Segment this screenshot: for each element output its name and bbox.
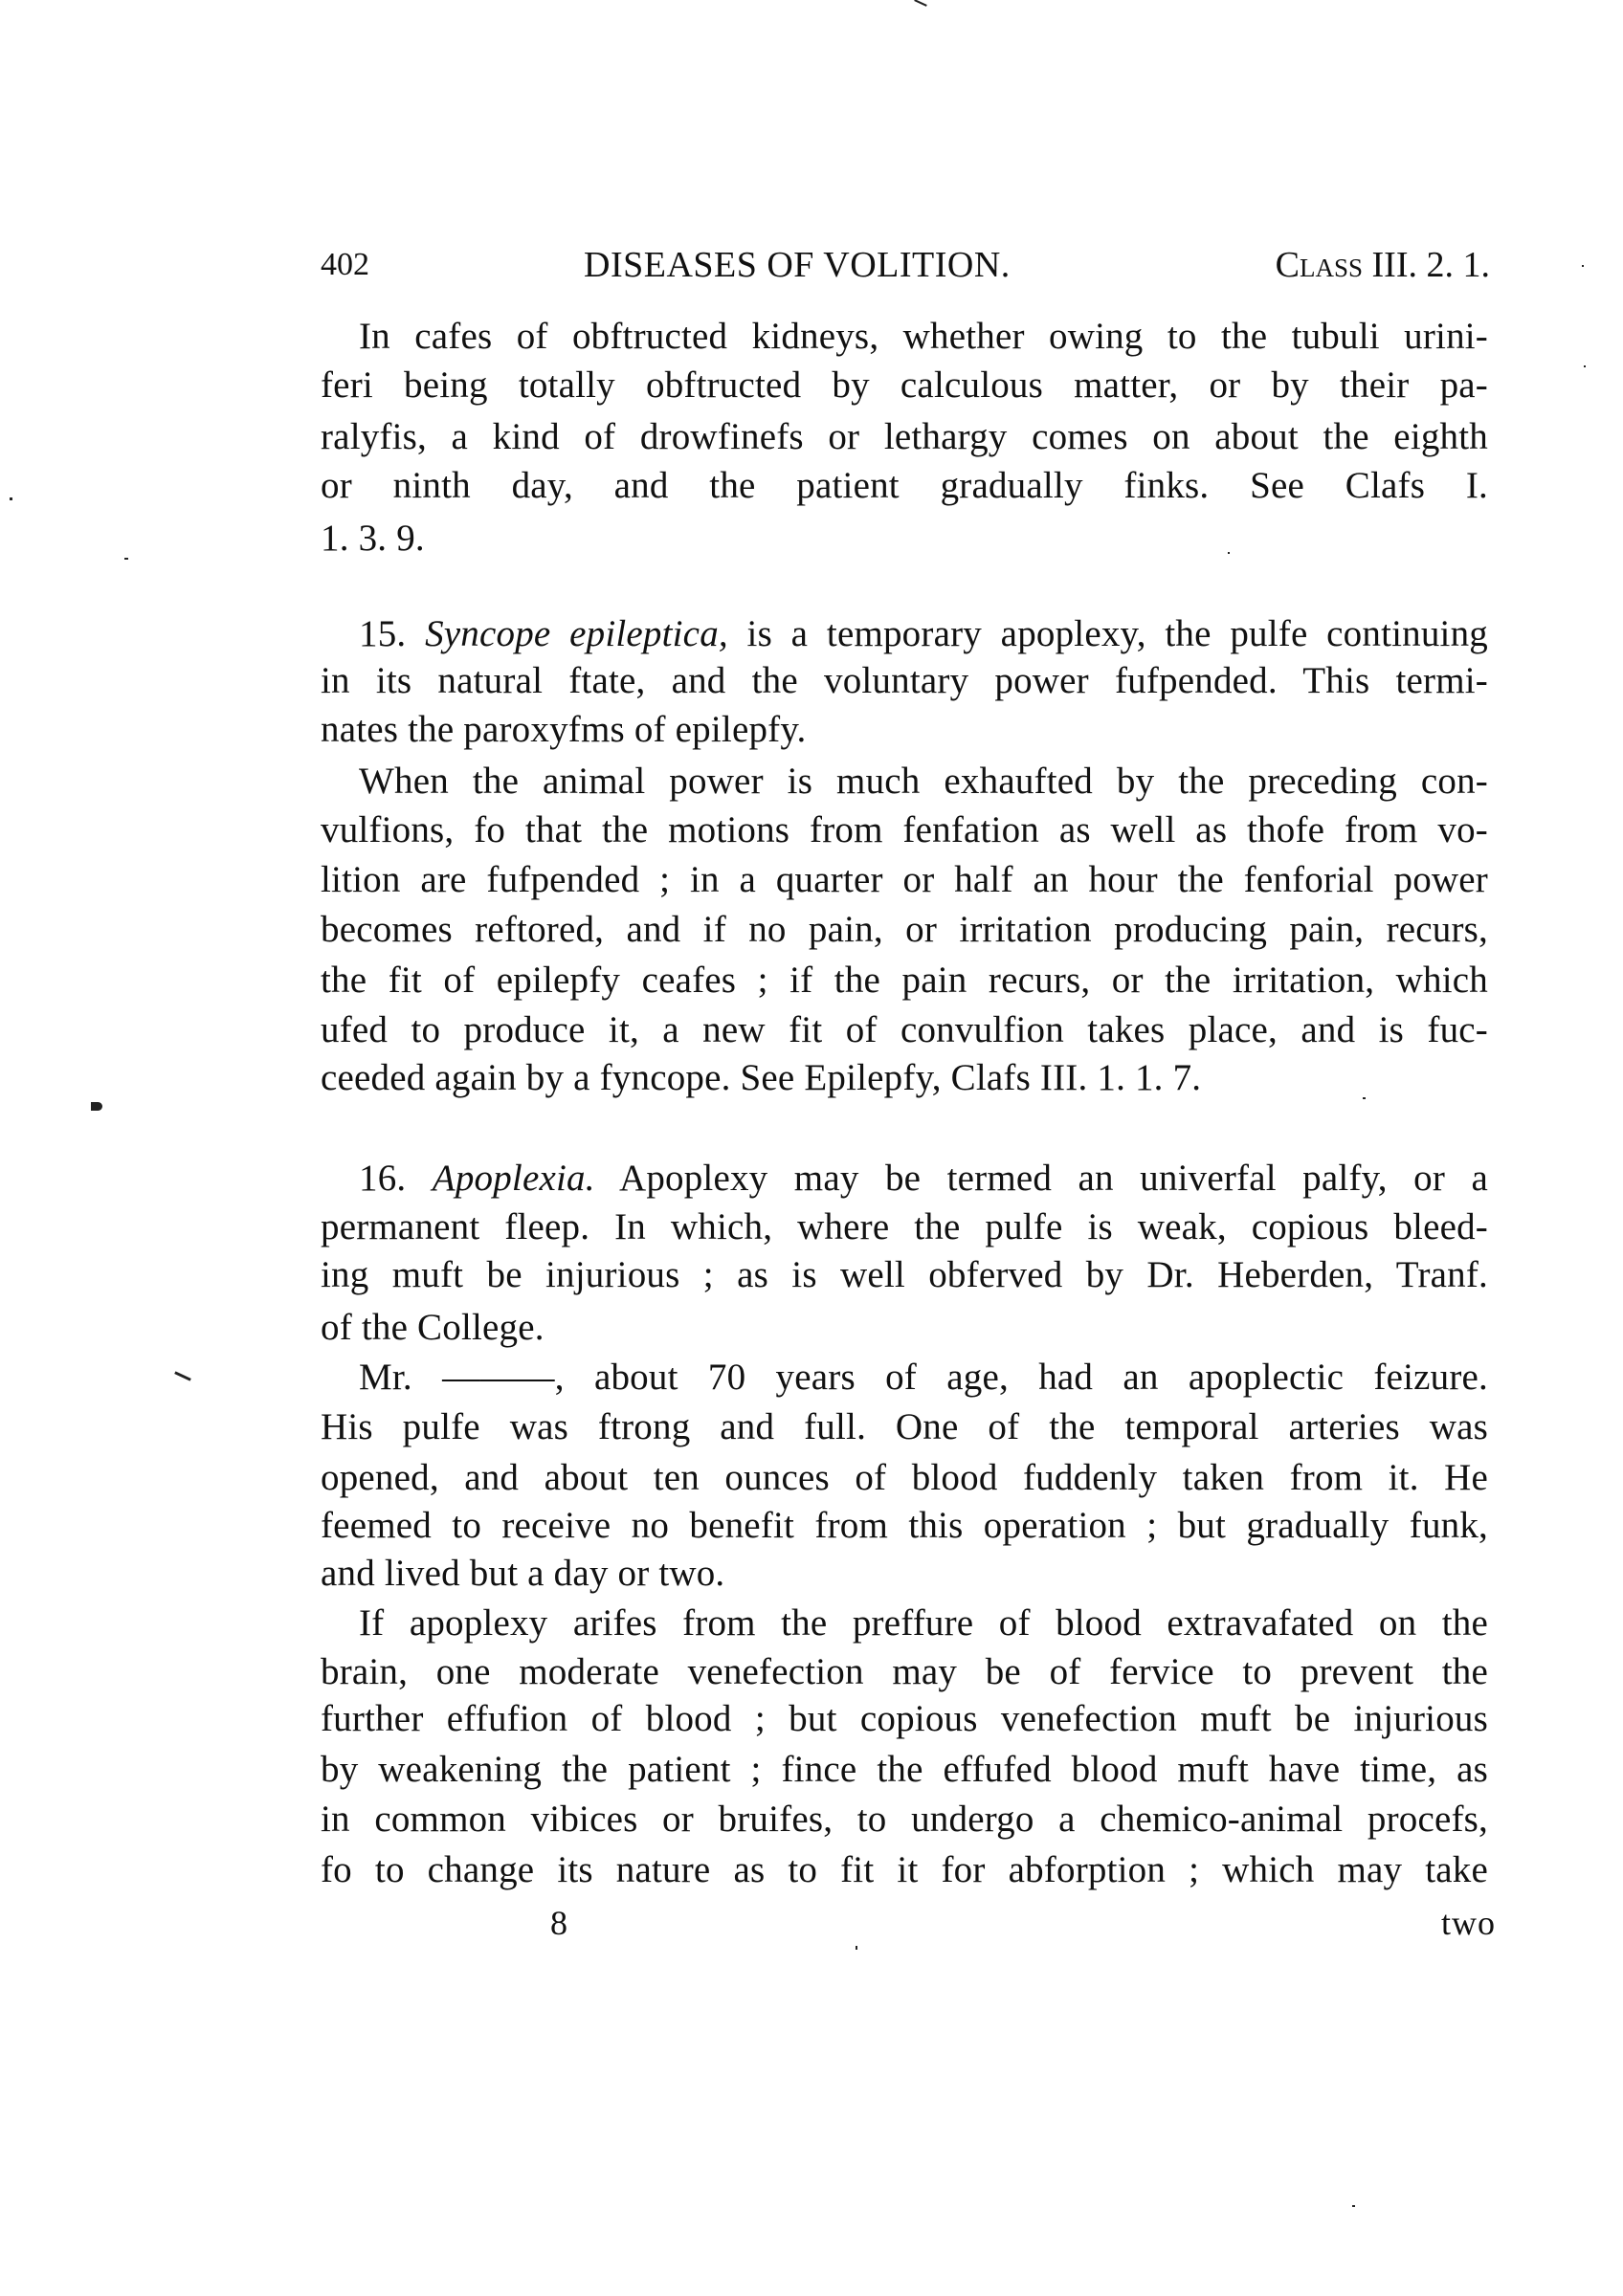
scan-speck [1352,2205,1355,2207]
text-run: Apoplexy may be termed an univerfal palfy, or a [594,1158,1488,1199]
text-line: If apoplexy arifes from the preffure of blood extravafated on the [359,1602,1488,1644]
text-line: ralyfis, a kind of drowfinefs or lethargy comes on about the eighth [321,416,1488,457]
text-line: In cafes of obftructed kidneys, whether owing to the tubuli urini- [359,316,1488,357]
text-line: fo to change its nature as to fit it for abforption ; which may take [321,1849,1488,1890]
text-line: of the College. [321,1307,545,1348]
text-line: ufed to produce it, a new fit of convulfion takes place, and is fuc- [321,1009,1488,1050]
text-line: His pulfe was ftrong and full. One of the temporal arteries was [321,1406,1488,1447]
text-line: vulfions, fo that the motions from fenfation as well as thofe from vo- [321,809,1488,850]
scan-speck [1228,552,1230,554]
text-line: ing muft be injurious ; as is well obferved by Dr. Heberden, Tranf. [321,1254,1488,1295]
text-run: is a temporary apoplexy, the pulfe continuing [727,613,1488,654]
text-line: nates the paroxyfms of epilepfy. [321,709,807,750]
text-line: feemed to receive no benefit from this operation ; but gradually funk, [321,1505,1488,1546]
scan-speck [1584,365,1586,367]
section-number: 16. [359,1158,407,1199]
text-line: and lived but a day or two. [321,1553,725,1594]
text-line: permanent fleep. In which, where the pulfe is weak, copious bleed- [321,1206,1488,1247]
running-header [321,241,1490,289]
text-line: feri being totally obftructed by calculous matter, or by their pa- [321,364,1488,406]
text-line: further effufion of blood ; but copious venefection muft be injurious [321,1698,1488,1739]
class-reference: Class III. 2. 1. [1275,245,1490,285]
signature-mark: 8 [550,1904,567,1942]
catchword: two [1441,1904,1496,1942]
text-line: brain, one moderate venefection may be of fervice to prevent the [321,1651,1488,1692]
text-line: When the animal power is much exhaufted by the preceding con- [359,761,1488,802]
text-line: in common vibices or bruifes, to undergo a chemico-animal procefs, [321,1799,1488,1840]
scan-arrow-mark [91,1102,102,1111]
text-line: Mr. ———, about 70 years of age, had an apoplectic feizure. [359,1357,1488,1398]
scan-speck [10,497,12,500]
text-line: ceeded again by a fyncope. See Epilepfy, Clafs III. 1. 1. 7. [321,1057,1202,1098]
text-line: by weakening the patient ; fince the effufed blood muft have time, as [321,1749,1488,1790]
text-line: in its natural ftate, and the voluntary power fufpended. This termi- [321,660,1488,701]
running-title: DISEASES OF VOLITION. [584,245,1011,285]
text-line: opened, and about ten ounces of blood fuddenly taken from it. He [321,1457,1488,1498]
section-term: Apoplexia. [432,1158,595,1199]
page-number: 402 [321,247,369,282]
scan-dash-mark [174,1371,191,1380]
scan-speck [1582,265,1584,267]
text-line: the fit of epilepfy ceafes ; if the pain recurs, or the irritation, which [321,960,1488,1001]
scan-speck [914,0,927,7]
text-line: or ninth day, and the patient gradually finks. See Clafs I. [321,465,1488,506]
text-line [359,1154,1488,1203]
scan-speck [856,1946,857,1950]
section-number: 15. [359,613,407,654]
text-line: 1. 3. 9. [321,518,425,559]
text-line [359,609,1488,659]
scan-speck [1363,1097,1366,1099]
scan-speck [124,558,128,560]
text-line: lition are fufpended ; in a quarter or half an hour the fenforial power [321,859,1488,900]
section-term: Syncope epileptica, [425,613,728,654]
text-line: becomes reftored, and if no pain, or irritation producing pain, recurs, [321,909,1488,950]
